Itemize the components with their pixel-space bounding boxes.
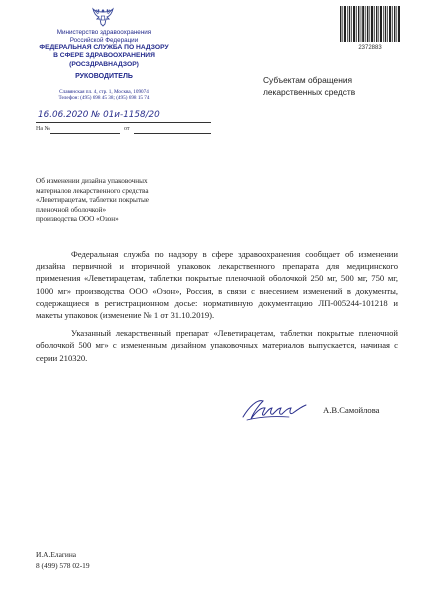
agency-phones: Телефон: (495) 698 45 38; (495) 698 15 74 xyxy=(58,95,150,102)
barcode-number: 2372883 xyxy=(358,45,382,51)
signer-name: А.В.Самойлова xyxy=(323,405,380,415)
ref-number-blank xyxy=(50,133,120,134)
handwritten-signature xyxy=(239,393,309,425)
executor-name: И.А.Елагина xyxy=(36,550,77,559)
subject-line5: производства ООО «Озон» xyxy=(36,215,119,223)
date-underline xyxy=(36,122,211,123)
body-paragraph-2: Указанный лекарственный препарат «Леветирацетам, таблетки покрытые пленочной оболочкой 500 мг» с измененным дизайном упаковочных материалов выпускается, начиная с серии 210320. xyxy=(36,328,398,363)
executor-phone: 8 (499) 578 02-19 xyxy=(36,561,90,570)
letter-body xyxy=(36,248,398,364)
ministry-name-line1: Министерство здравоохранения xyxy=(56,29,152,36)
registration-date-number xyxy=(36,112,211,124)
position-title: РУКОВОДИТЕЛЬ xyxy=(75,72,133,80)
agency-name-line2: В СФЕРЕ ЗДРАВООХРАНЕНИЯ xyxy=(53,52,155,60)
recipient-line2: лекарственных средств xyxy=(263,87,356,97)
agency-address: Славянская пл. 4, стр. 1, Москва, 109074 xyxy=(59,88,149,95)
subject-line4: пленочной оболочкой» xyxy=(36,205,107,214)
ref-date-label: от xyxy=(124,126,130,132)
subject-line1: Об изменении дизайна упаковочных xyxy=(36,177,148,185)
body-paragraph-1: Федеральная служба по надзору в сфере здравоохранения сообщает об изменении дизайна первичной и вторичной упаковок лекарственного препарата для медицинского применения «Леветирацетам, таблетки покрытые пленочной оболочкой 250 мг, 500 мг, 750 мг, 1000 мг» производства ООО «Озон», Россия, в связи с внесением изменений в документы, содержащиеся в регистрационном досье: нормативную документацию ЛП-005244-101218 и макеты упаковок (изменение № 1 от 31.10.2019). xyxy=(36,249,398,321)
recipient-block xyxy=(263,74,355,98)
handwritten-date-number: 16.06.2020 № 01и-1158/20 xyxy=(38,110,160,120)
subject-line2: материалов лекарственного средства xyxy=(36,186,149,195)
ref-number-label: На № xyxy=(36,126,51,132)
barcode-icon xyxy=(340,6,400,42)
agency-name-line1: ФЕДЕРАЛЬНАЯ СЛУЖБА ПО НАДЗОРУ xyxy=(39,44,169,52)
executor-block xyxy=(36,549,90,571)
eagle-emblem-icon xyxy=(92,6,114,28)
subject-line3: «Леветирацетам, таблетки покрытые xyxy=(36,196,149,204)
ref-date-blank xyxy=(134,133,211,134)
recipient-line1: Субъектам обращения xyxy=(263,75,353,85)
letter-subject xyxy=(36,177,216,225)
agency-name-line3: (РОСЗДРАВНАДЗОР) xyxy=(69,60,139,68)
letterhead xyxy=(0,29,208,102)
ministry-name-line2: Российской Федерации xyxy=(69,36,139,44)
reference-row xyxy=(36,126,211,136)
